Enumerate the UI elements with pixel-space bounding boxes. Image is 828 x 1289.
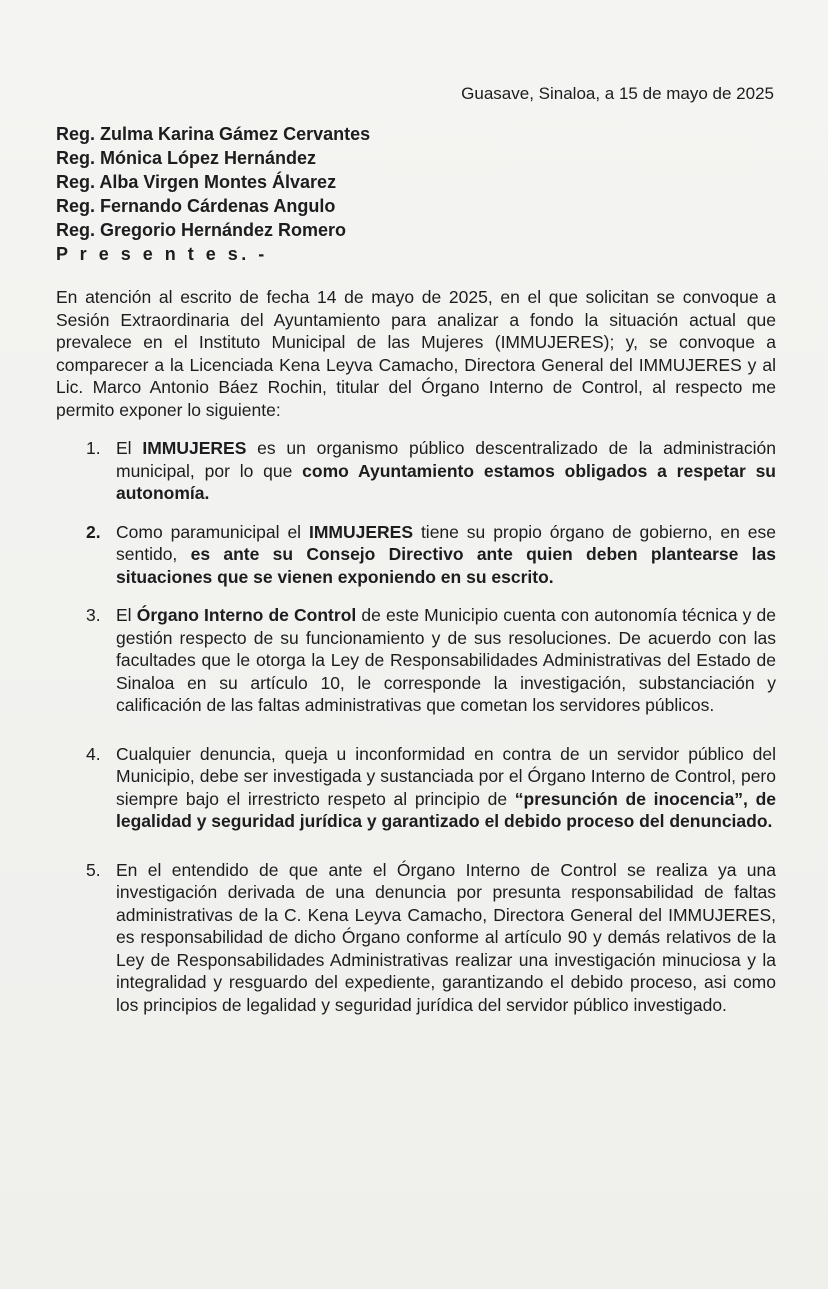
presentes-salutation: P r e s e n t e s. - bbox=[56, 244, 268, 264]
item-text: Cualquier denuncia, queja u inconformidad en contra de un servidor público del Municipio, debe ser investigada y sustanciada por el Órgano Interno de Control, pero siempre bajo el irrestricto respeto al principio de bbox=[116, 743, 776, 809]
item-number: 1. bbox=[86, 438, 101, 458]
addressee-name: Reg. Gregorio Hernández Romero bbox=[56, 220, 347, 240]
item-number: 2. bbox=[86, 521, 101, 542]
item-bold-text: es ante su Consejo Directivo ante quien deben plantearse las situaciones que se vienen exponiendo en su escrito. bbox=[116, 544, 777, 587]
intro-paragraph: En atención al escrito de fecha 14 de mayo de 2025, en el que solicitan se convoque a Sesión Extraordinaria del Ayuntamiento para analizar a fondo la situación actual que prevalece en el Instituto Municipal de las Mujeres (IMMUJERES); y, se convoque a comparecer a la Licenciada Kena Leyva Camacho, Directora General del IMMUJERES y al Lic. Marco Antonio Báez Rochin, titular del Órgano Interno de Control, al respecto me permito exponer lo siguiente: bbox=[56, 287, 776, 420]
item-text: El bbox=[116, 438, 143, 458]
item-number: 3. bbox=[86, 605, 101, 625]
list-item bbox=[56, 859, 776, 1017]
item-text: de este Municipio cuenta con autonomía técnica y de gestión respecto de su funcionamiento y de sus resoluciones. De acuerdo con las facultades que le otorga la Ley de Responsabilidades Administrativas del Estado de Sinaloa en su artículo 10, le corresponde la investigación, substanciación y calificación de las faltas administrativas que cometan los servidores públicos. bbox=[116, 605, 776, 715]
item-bold-text: Órgano Interno de Control bbox=[136, 605, 357, 625]
date-line: Guasave, Sinaloa, a 15 de mayo de 2025 bbox=[461, 84, 774, 103]
addressee-name: Reg. Alba Virgen Montes Álvarez bbox=[56, 172, 337, 192]
addressee-name: Reg. Mónica López Hernández bbox=[56, 148, 317, 168]
addressee-name: Reg. Zulma Karina Gámez Cervantes bbox=[56, 124, 371, 144]
item-number: 5. bbox=[86, 859, 101, 880]
item-number: 4. bbox=[86, 743, 101, 764]
points-list bbox=[56, 437, 776, 1016]
item-bold-text: “presunción de inocencia”, de legalidad y seguridad jurídica y garantizado el debido proceso del denunciado. bbox=[116, 788, 776, 831]
item-bold-text: como Ayuntamiento estamos obligados a respetar su autonomía. bbox=[116, 460, 776, 503]
item-text: El bbox=[116, 605, 137, 625]
item-bold-text: IMMUJERES bbox=[308, 521, 414, 542]
item-text: es un organismo público descentralizado de la administración municipal, por lo que bbox=[116, 438, 776, 481]
item-bold-text: IMMUJERES bbox=[142, 438, 247, 458]
item-text: En el entendido de que ante el Órgano Interno de Control se realiza ya una investigación derivada de una denuncia por presunta responsabilidad de faltas administrativas de la C. Kena Leyva Camacho, Directora General del IMMUJERES, es responsabilidad de dicho Órgano conforme al artículo 90 y demás relativos de la Ley de Responsabilidades Administrativas realizar una investigación minuciosa y la integralidad y resguardo del expediente, garantizando el debido proceso, asi como los principios de legalidad y seguridad jurídica del servidor público investigado. bbox=[116, 859, 776, 1015]
item-text: tiene su propio órgano de gobierno, en ese sentido, bbox=[116, 521, 776, 564]
list-item bbox=[56, 437, 776, 505]
list-item bbox=[56, 743, 776, 833]
list-item bbox=[56, 521, 776, 589]
addressee-name: Reg. Fernando Cárdenas Angulo bbox=[56, 196, 336, 216]
list-item bbox=[56, 604, 776, 717]
addressee-block bbox=[56, 122, 776, 266]
item-text: Como paramunicipal el bbox=[116, 521, 309, 542]
